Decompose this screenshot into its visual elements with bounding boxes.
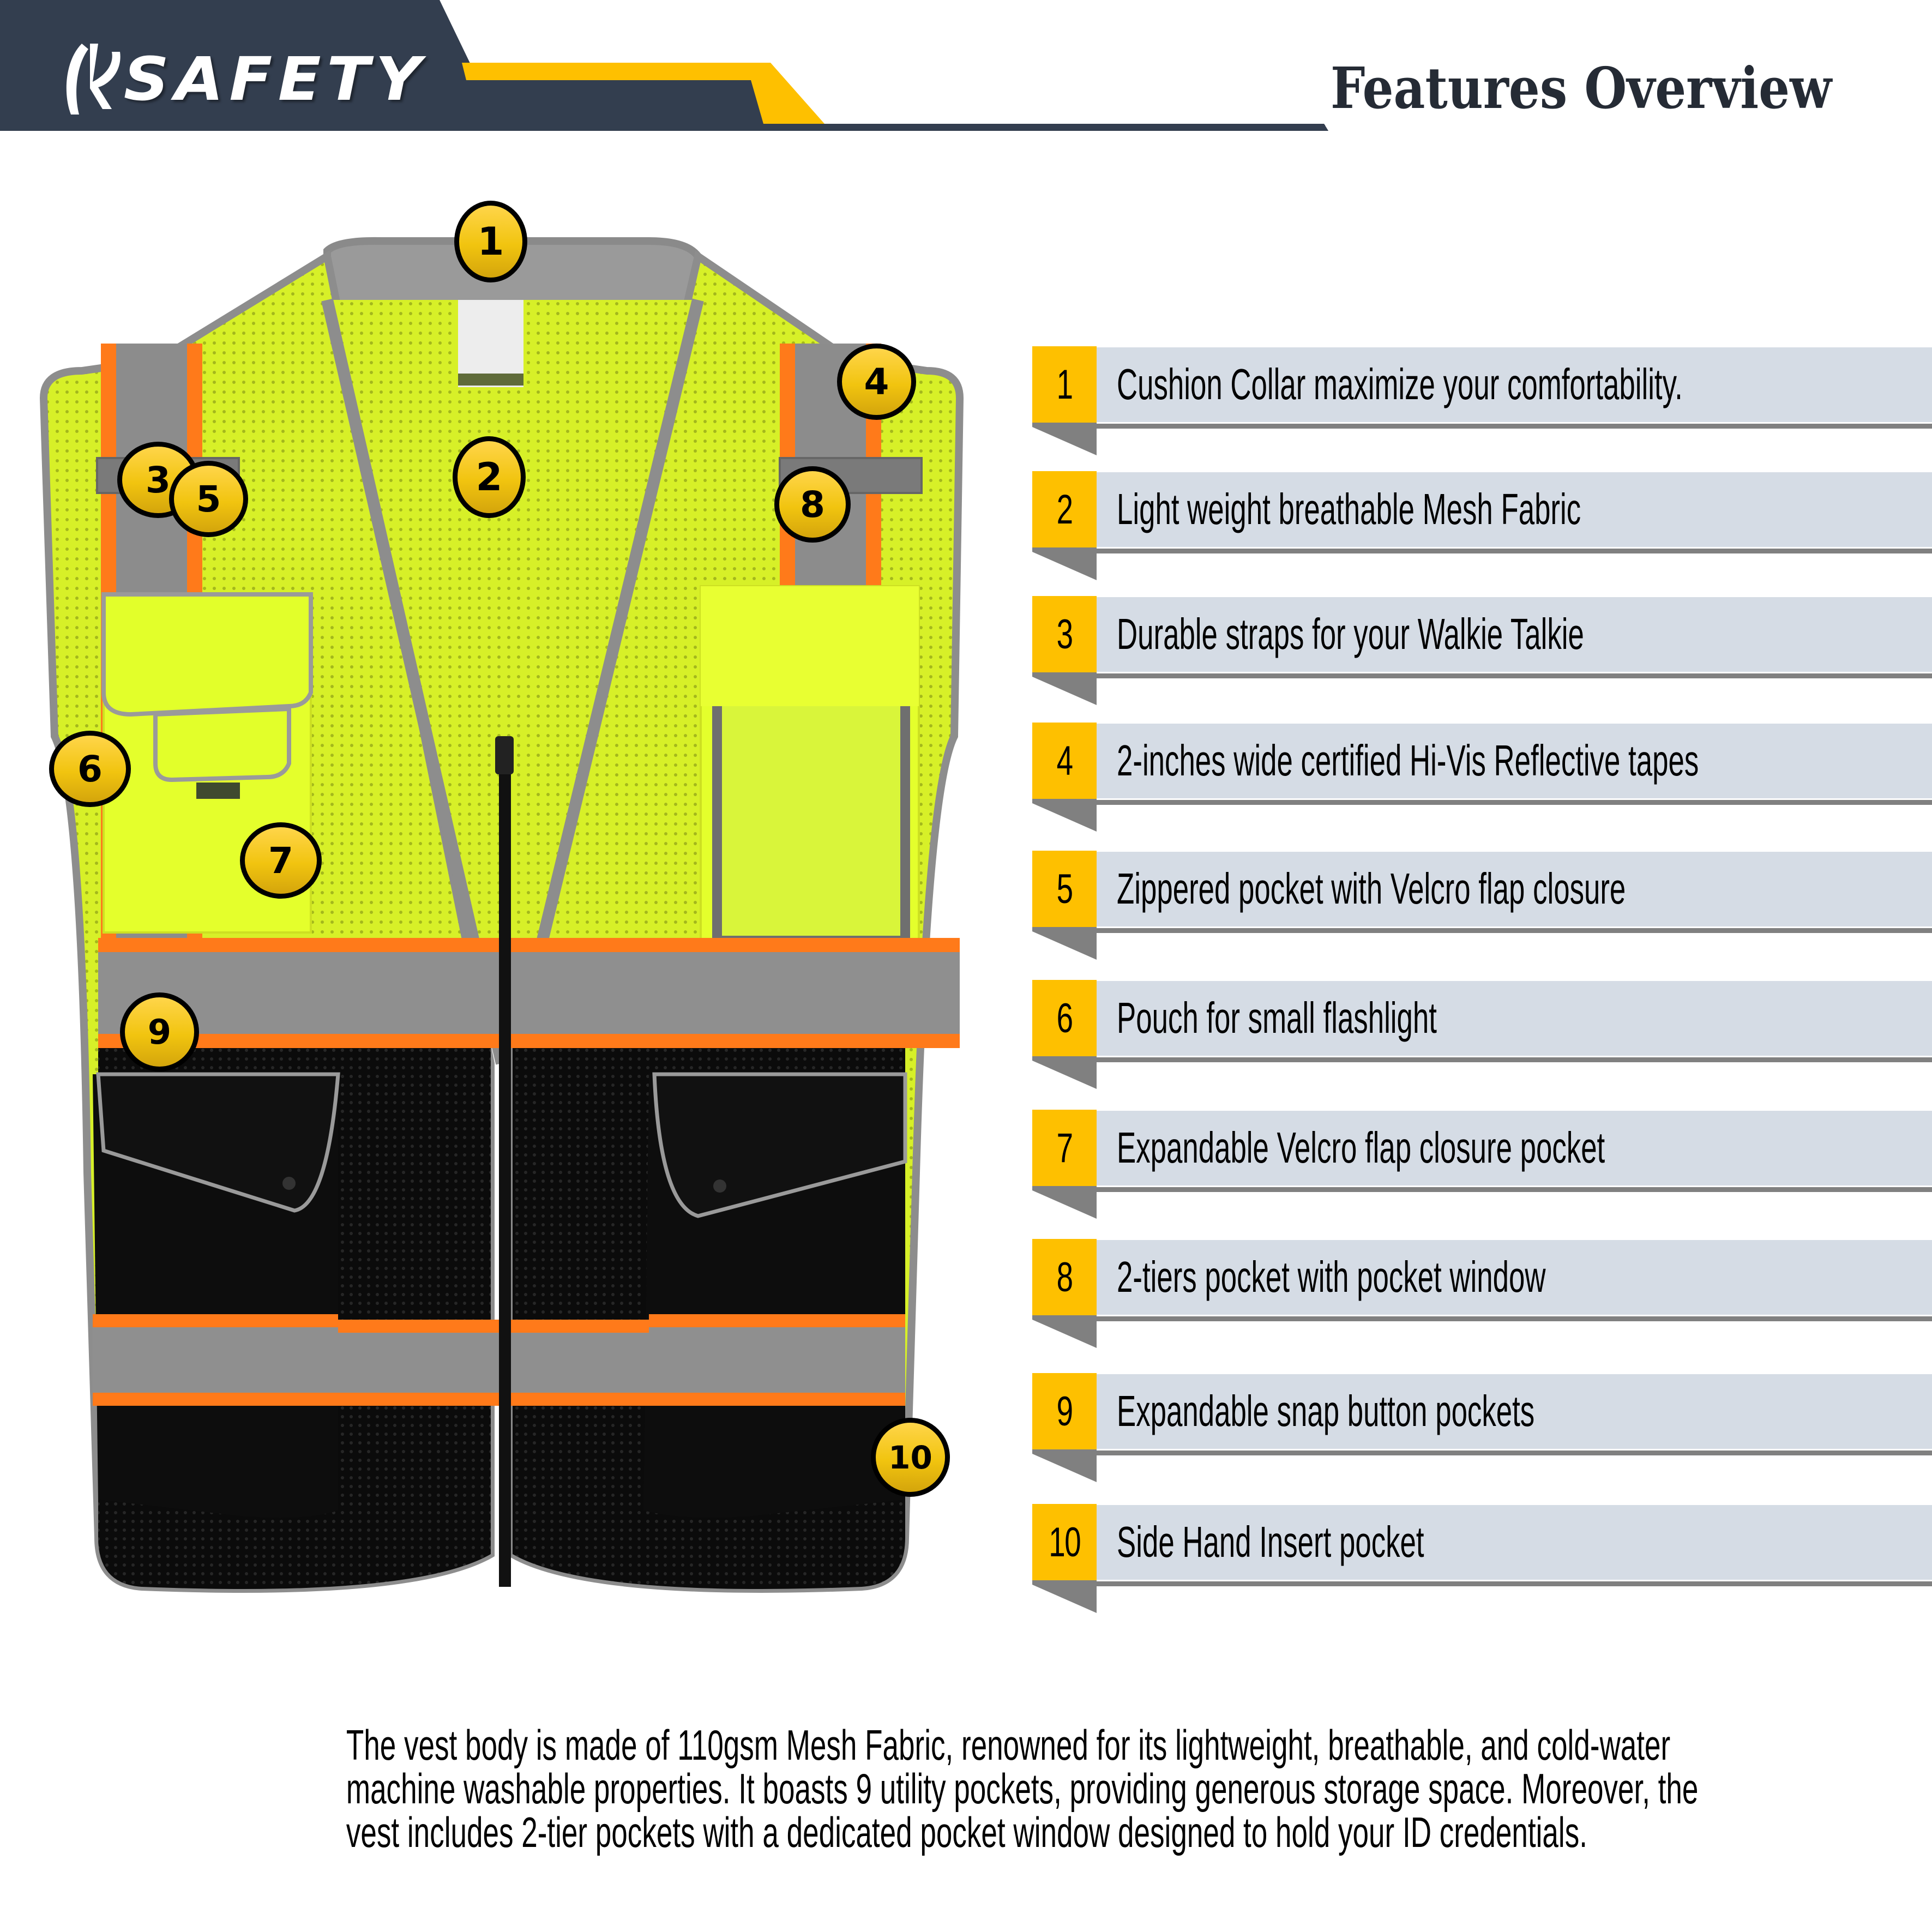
feature-label: Durable straps for your Walkie Talkie xyxy=(1117,610,1584,658)
feature-underline xyxy=(1097,549,1932,553)
description-line-1: The vest body is made of 110gsm Mesh Fabric, renowned for its lightweight, breathable, and cold-water xyxy=(346,1721,1671,1769)
fold-shadow-icon xyxy=(1032,423,1097,455)
feature-number: 9 xyxy=(1032,1373,1097,1449)
description-line-3: vest includes 2-tier pockets with a dedicated pocket window designed to hold your ID credentials. xyxy=(346,1808,1587,1856)
feature-item-10 xyxy=(1032,1504,1932,1613)
fold-shadow-icon xyxy=(1032,1056,1097,1089)
vest-image xyxy=(33,191,992,1663)
brand-name: SAFETY xyxy=(123,44,427,114)
feature-item-3 xyxy=(1032,596,1932,705)
feature-label: Cushion Collar maximize your comfortability. xyxy=(1117,360,1683,408)
callout-9[interactable]: 9 xyxy=(120,992,199,1072)
callout-2[interactable]: 2 xyxy=(453,436,526,518)
feature-label: Expandable Velcro flap closure pocket xyxy=(1117,1123,1605,1172)
feature-label: Pouch for small flashlight xyxy=(1117,994,1437,1042)
feature-underline xyxy=(1097,1187,1932,1192)
fold-shadow-icon xyxy=(1032,799,1097,832)
feature-number: 3 xyxy=(1032,596,1097,672)
feature-item-7 xyxy=(1032,1110,1932,1219)
feature-underline xyxy=(1097,673,1932,678)
callout-6[interactable]: 6 xyxy=(49,731,131,807)
callout-4[interactable]: 4 xyxy=(837,344,916,420)
feature-label: Light weight breathable Mesh Fabric xyxy=(1117,485,1581,533)
feature-underline xyxy=(1097,1316,1932,1321)
feature-underline xyxy=(1097,1450,1932,1455)
feature-underline xyxy=(1097,1057,1932,1062)
callout-7[interactable]: 7 xyxy=(240,822,322,899)
feature-underline xyxy=(1097,800,1932,805)
feature-item-9 xyxy=(1032,1373,1932,1482)
fold-shadow-icon xyxy=(1032,1186,1097,1219)
feature-number: 7 xyxy=(1032,1110,1097,1186)
feature-number: 6 xyxy=(1032,980,1097,1056)
feature-item-5 xyxy=(1032,851,1932,960)
feature-number: 4 xyxy=(1032,723,1097,799)
callout-3[interactable]: 3 xyxy=(117,442,199,518)
feature-item-4 xyxy=(1032,723,1932,832)
feature-label: 2-tiers pocket with pocket window xyxy=(1117,1253,1546,1301)
feature-item-8 xyxy=(1032,1239,1932,1348)
callout-5[interactable]: 5 xyxy=(169,461,248,537)
feature-underline xyxy=(1097,928,1932,933)
feature-underline xyxy=(1097,424,1932,429)
header-banner xyxy=(0,0,1932,131)
product-description xyxy=(55,1723,1877,1854)
feature-number: 5 xyxy=(1032,851,1097,927)
fold-shadow-icon xyxy=(1032,1449,1097,1482)
callout-1[interactable]: 1 xyxy=(454,201,527,282)
fold-shadow-icon xyxy=(1032,672,1097,705)
feature-number: 1 xyxy=(1032,346,1097,423)
fold-shadow-icon xyxy=(1032,547,1097,580)
feature-number: 10 xyxy=(1032,1504,1097,1580)
page-title: Features Overview xyxy=(1331,55,1832,122)
feature-number: 8 xyxy=(1032,1239,1097,1315)
feature-item-6 xyxy=(1032,980,1932,1089)
feature-underline xyxy=(1097,1581,1932,1586)
feature-label: Expandable snap button pockets xyxy=(1117,1387,1535,1435)
jk-logo-icon xyxy=(60,38,125,120)
brand-logo[interactable] xyxy=(60,38,427,120)
callout-10[interactable]: 10 xyxy=(871,1418,950,1497)
feature-label: Zippered pocket with Velcro flap closure xyxy=(1117,864,1626,913)
feature-item-1 xyxy=(1032,346,1932,455)
feature-label: 2-inches wide certified Hi-Vis Reflective tapes xyxy=(1117,736,1699,785)
fold-shadow-icon xyxy=(1032,927,1097,960)
description-line-2: machine washable properties. It boasts 9 utility pockets, providing generous storage space. Moreover, the xyxy=(346,1765,1699,1813)
fold-shadow-icon xyxy=(1032,1315,1097,1348)
feature-label: Side Hand Insert pocket xyxy=(1117,1518,1424,1566)
feature-item-2 xyxy=(1032,471,1932,580)
feature-number: 2 xyxy=(1032,471,1097,547)
fold-shadow-icon xyxy=(1032,1580,1097,1613)
vest-illustration xyxy=(33,191,992,1663)
callout-8[interactable]: 8 xyxy=(774,466,851,543)
